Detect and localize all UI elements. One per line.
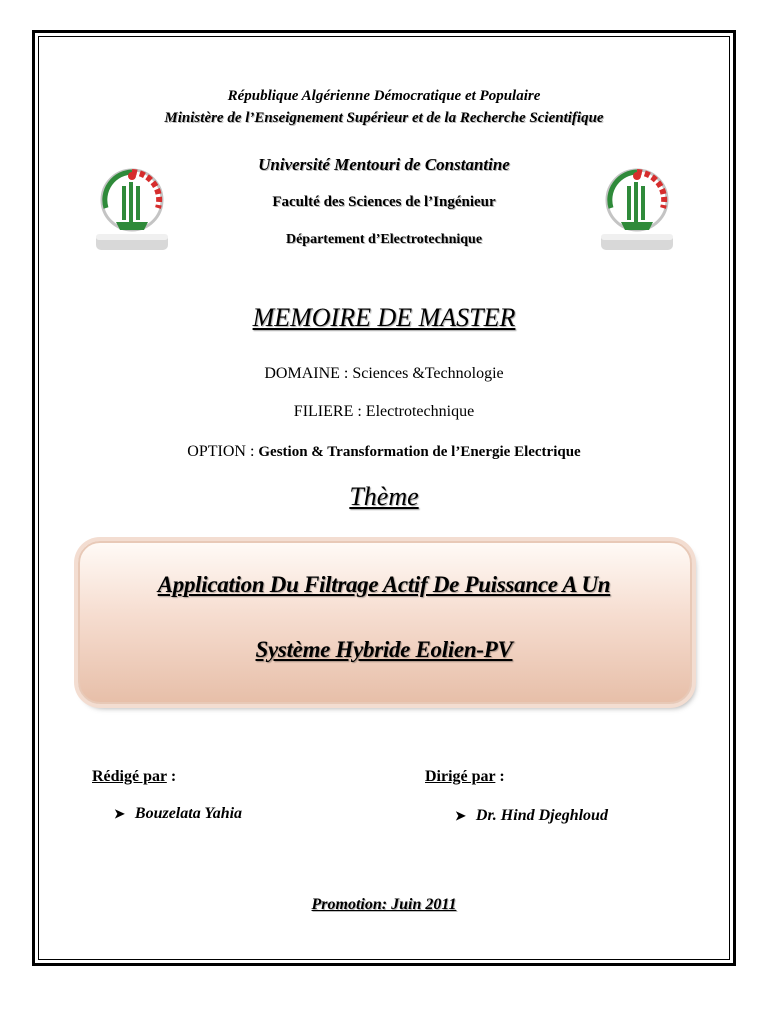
dirige-par-label (425, 768, 505, 786)
memoire-title: MEMOIRE DE MASTER (252, 303, 516, 332)
theme-box (78, 541, 692, 704)
supervisor-item (455, 807, 608, 825)
theme-label: Thème (349, 482, 419, 511)
redige-par-label (92, 768, 176, 786)
domaine-line: DOMAINE : Sciences &Technologie (264, 365, 504, 382)
promotion-line: Promotion: Juin 2011 (311, 896, 457, 913)
theme-title-line-1: Application Du Filtrage Actif De Puissance A Un (157, 572, 611, 597)
theme-title-line-2: Système Hybride Eolien-PV (255, 637, 513, 662)
arrow-bullet-icon: ➤ (114, 806, 125, 821)
option-label: OPTION : (187, 443, 259, 460)
dirige-par-text: Dirigé par (425, 768, 496, 785)
university-emblem-icon (597, 160, 677, 252)
faculty-line: Faculté des Sciences de l’Ingénieur (272, 194, 496, 210)
supervisor-name: Dr. Hind Djeghloud (475, 807, 608, 824)
filiere-line: FILIERE : Electrotechnique (293, 403, 475, 420)
university-line: Université Mentouri de Constantine (258, 155, 510, 174)
university-emblem-icon (92, 160, 172, 252)
arrow-bullet-icon: ➤ (455, 808, 466, 823)
republic-line: République Algérienne Démocratique et Populaire (227, 88, 541, 104)
department-line: Département d’Electrotechnique (285, 232, 483, 247)
ministry-line: Ministère de l’Enseignement Supérieur et de la Recherche Scientifique (164, 110, 604, 126)
student-name: Bouzelata Yahia (134, 805, 243, 822)
option-value: Gestion & Transformation de l’Energie Electrique (258, 444, 581, 460)
student-item (114, 805, 242, 823)
redige-par-text: Rédigé par (92, 768, 167, 785)
dirige-par-colon: : (495, 768, 505, 785)
option-line (0, 443, 768, 461)
redige-par-colon: : (166, 768, 177, 785)
